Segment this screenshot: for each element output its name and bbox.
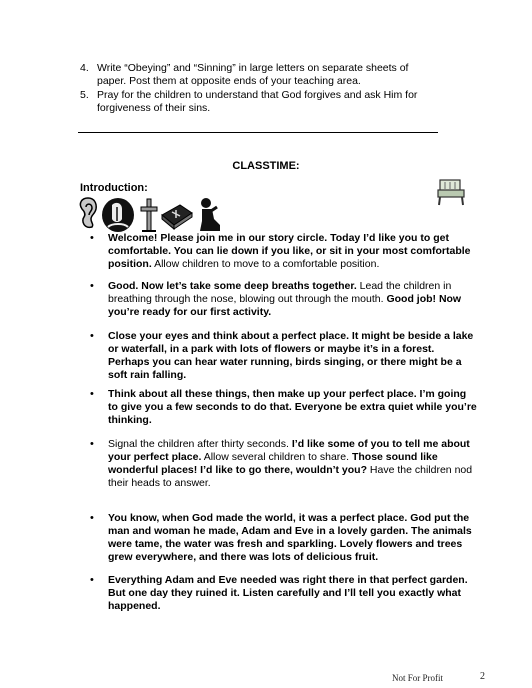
- list-item: [80, 89, 440, 115]
- bold-script-text: Good job! Now you’re ready for our first activity.: [108, 293, 462, 318]
- bold-script-text: Those sound like wonderful places! I’d like to go there, wouldn’t you?: [108, 451, 438, 476]
- bold-script-text: Think about all these things, then make up your perfect place. I’m going to give you a few seconds to do that. Everyone be extra quiet while you’re thinking.: [108, 388, 477, 426]
- cross-icon: [140, 197, 158, 233]
- section-title: CLASSTIME:: [232, 160, 300, 172]
- list-text: Pray for the children to understand that God forgives and ask Him for forgiveness of their sins.: [97, 89, 418, 114]
- bullet-item: [86, 330, 478, 382]
- ear-icon: [78, 197, 98, 231]
- bullet-item: [86, 438, 478, 490]
- horizontal-divider: [78, 132, 438, 133]
- kneeling-child-icon: [196, 197, 222, 233]
- page-number: 2: [480, 671, 485, 682]
- bullet-glyph: •: [90, 280, 94, 292]
- instruction-text: Lead the children in breathing through the nose, blowing out through the mouth.: [108, 280, 452, 305]
- instruction-text: Signal the children after thirty seconds.: [108, 438, 292, 450]
- bullet-glyph: •: [90, 232, 94, 244]
- bullet-item: [86, 388, 478, 427]
- preparation-list: [80, 62, 440, 116]
- instruction-text: Allow several children to share.: [201, 451, 352, 463]
- bold-script-text: Close your eyes and think about a perfect place. It might be beside a lake or waterfall, in a park with lots of flowers or maybe it’s in a forest. Perhaps you can hear water running, birds singing, or there might be a soft rain falling.: [108, 330, 474, 381]
- list-number: 5.: [80, 89, 89, 101]
- bullet-glyph: •: [90, 438, 94, 450]
- footer-text: Not For Profit: [392, 673, 444, 683]
- bullet-glyph: •: [90, 512, 94, 524]
- bullet-item: [86, 512, 478, 564]
- chair-icon: [436, 178, 466, 206]
- instruction-text: Allow children to move to a comfortable position.: [151, 258, 380, 270]
- bullet-glyph: •: [90, 574, 94, 586]
- list-item: [80, 62, 440, 88]
- bullet-item: [86, 280, 478, 319]
- bullet-glyph: •: [90, 330, 94, 342]
- bullet-glyph: •: [90, 388, 94, 400]
- instruction-text: Have the children nod their heads to answer.: [108, 464, 473, 489]
- list-number: 4.: [80, 62, 89, 74]
- bible-icon: [160, 197, 194, 231]
- bold-script-text: Welcome! Please join me in our story circle. Today I’d like you to get comfortable. You can lie down if you like, or sit in your most comfortable position.: [108, 232, 471, 270]
- introduction-label: Introduction:: [80, 182, 148, 194]
- bullet-item: [86, 232, 478, 271]
- bullet-item: [86, 574, 478, 613]
- list-text: Write “Obeying” and “Sinning” in large letters on separate sheets of paper. Post them at opposite ends of your teaching area.: [97, 62, 409, 87]
- bold-script-text: You know, when God made the world, it was a perfect place. God put the man and woman he made, Adam and Eve in a lovely garden. The animals were tame, the water was fresh and sparkling. Lovely flowers and trees grew everywhere, and there was lots of delicious fruit.: [108, 512, 472, 563]
- praying-hands-icon: [100, 197, 136, 233]
- bold-script-text: I’d like some of you to tell me about your perfect place.: [108, 438, 470, 463]
- bold-script-text: Good. Now let’s take some deep breaths together.: [108, 280, 357, 292]
- bold-script-text: Everything Adam and Eve needed was right there in that perfect garden. But one day they ruined it. Listen carefully and I’ll tell you exactly what happened.: [108, 574, 468, 612]
